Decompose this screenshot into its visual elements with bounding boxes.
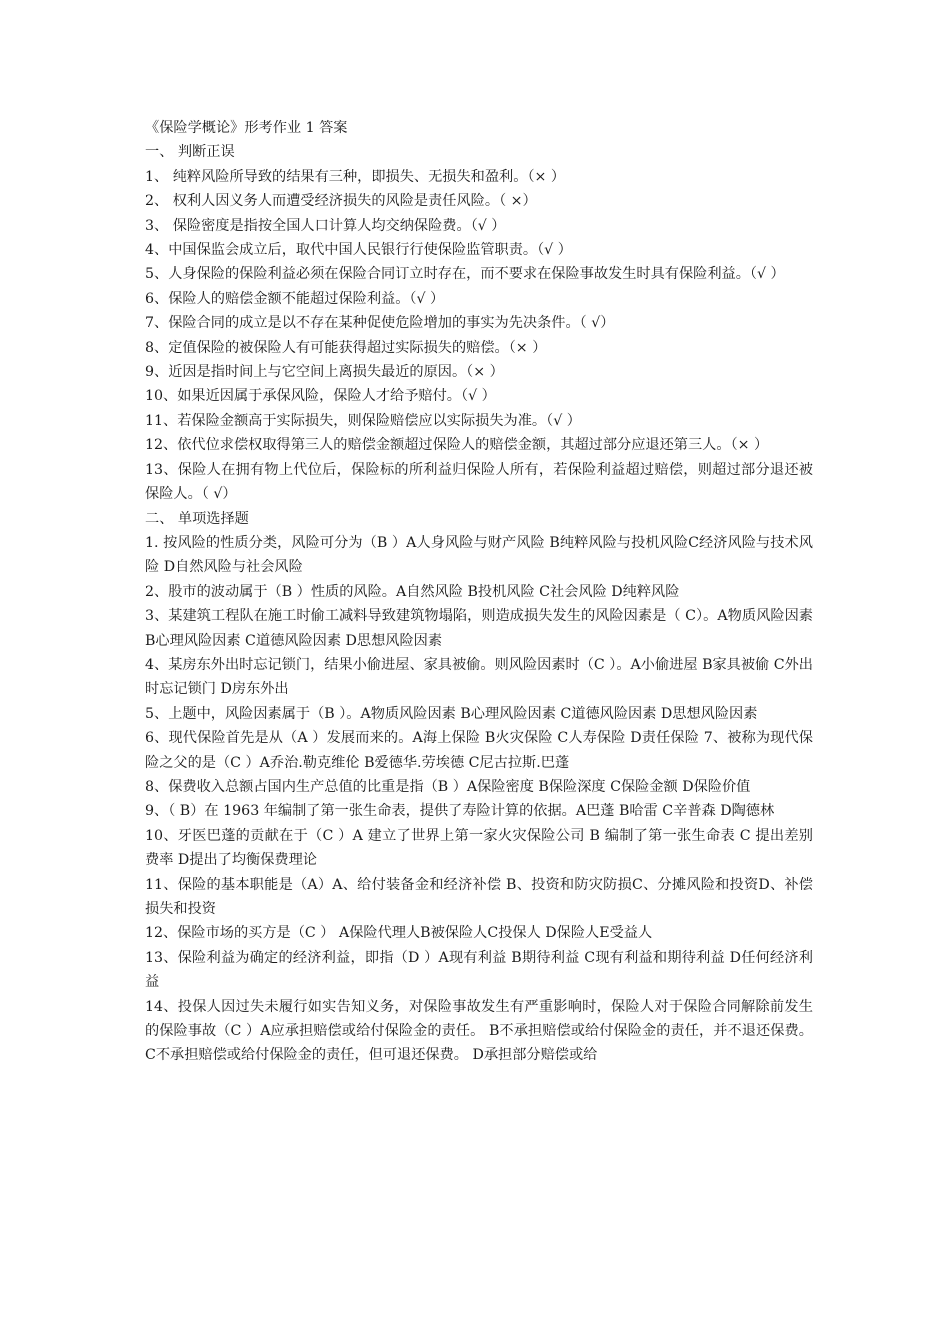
choice-item: 4、某房东外出时忘记锁门，结果小偷进屋、家具被偷。则风险因素时（C ）。A小偷进屋 B家具被偷 C外出时忘记锁门 D房东外出 (145, 656, 813, 698)
choice-item: 11、保险的基本职能是（A）A、给付装备金和经济补偿 B、投资和防灾防损C、分摊风险和投资D、补偿损失和投资 (145, 876, 813, 917)
choice-item: 12、保险市场的买方是（C ） A保险代理人B被保险人C投保人 D保险人E受益人 (145, 925, 653, 942)
true-false-item: 4、中国保监会成立后，取代中国人民银行行使保险监管职责。（√ ） (145, 242, 572, 259)
choice-item: 8、保费收入总额占国内生产总值的比重是指（B ）A保险密度 B保险深度 C保险金额 D保险价值 (145, 778, 751, 795)
document-title: 《保险学概论》形考作业 1 答案 (145, 120, 348, 136)
choice-item: 2、股市的波动属于（B ）性质的风险。A自然风险 B投机风险 C社会风险 D纯粹风险 (145, 583, 680, 600)
choice-item: 6、现代保险首先是从（A ）发展而来的。A海上保险 B火灾保险 C人寿保险 D责任保险 7、被称为现代保险之父的是（C ）A乔治.勒克维伦 B爱德华.劳埃德 C尼古拉斯.巴蓬 (145, 730, 813, 771)
choice-item: 1. 按风险的性质分类，风险可分为（B ）A人身风险与财产风险 B纯粹风险与投机风险C经济风险与技术风险 D自然风险与社会风险 (145, 534, 813, 576)
choice-item: 3、某建筑工程队在施工时偷工减料导致建筑物塌陷，则造成损失发生的风险因素是（ C）。A物质风险因素 B心理风险因素 C道德风险因素 D思想风险因素 (145, 608, 813, 649)
choice-item: 5、上题中，风险因素属于（B ）。A物质风险因素 B心理风险因素 C道德风险因素 D思想风险因素 (145, 705, 758, 722)
choice-item: 13、保险利益为确定的经济利益，即指（D ）A现有利益 B期待利益 C现有利益和期待利益 D任何经济利益 (145, 949, 813, 991)
true-false-item: 3、 保险密度是指按全国人口计算人均交纳保险费。（√ ） (145, 217, 506, 234)
choice-item: 9、（ B）在 1963 年编制了第一张生命表，提供了寿险计算的依据。A巴蓬 B哈雷 C辛普森 D陶德林 (145, 803, 775, 820)
true-false-item: 7、保险合同的成立是以不存在某种促使危险增加的事实为先决条件。（ √） (145, 315, 615, 332)
choice-item: 14、投保人因过失未履行如实告知义务，对保险事故发生有严重影响时，保险人对于保险合同解除前发生的保险事故（C ）A应承担赔偿或给付保险金的责任。 B不承担赔偿或给付保险金的责任，并不退还保费。 C不承担赔偿或给付保险金的责任，但可退还保费。 D承担部分赔偿或给 (145, 998, 813, 1064)
choice-item: 10、牙医巴蓬的贡献在于（C ）A 建立了世界上第一家火灾保险公司 B 编制了第一张生命表 C 提出差别费率 D提出了均衡保费理论 (145, 827, 813, 869)
true-false-item: 12、依代位求偿权取得第三人的赔偿金额超过保险人的赔偿金额，其超过部分应退还第三人。（× ） (145, 437, 769, 454)
section-heading-multiple-choice: 二、 单项选择题 (145, 510, 249, 527)
true-false-item: 6、保险人的赔偿金额不能超过保险利益。（√ ） (145, 290, 445, 307)
true-false-item: 1、 纯粹风险所导致的结果有三种，即损失、无损失和盈利。（× ） (145, 168, 566, 185)
true-false-item: 11、若保险金额高于实际损失，则保险赔偿应以实际损失为准。（√ ） (145, 412, 581, 429)
document-page (145, 116, 813, 1068)
section-heading-true-false: 一、 判断正误 (145, 144, 235, 161)
true-false-item: 13、保险人在拥有物上代位后，保险标的所利益归保险人所有，若保险利益超过赔偿，则超过部分退还被保险人。（ √） (145, 461, 813, 503)
true-false-item: 10、如果近因属于承保风险，保险人才给予赔付。（√ ） (145, 388, 496, 405)
true-false-item: 9、近因是指时间上与它空间上离损失最近的原因。（× ） (145, 364, 504, 381)
true-false-item: 2、 权利人因义务人而遭受经济损失的风险是责任风险。（ ×） (145, 193, 537, 210)
true-false-item: 8、定值保险的被保险人有可能获得超过实际损失的赔偿。（× ） (145, 339, 547, 356)
true-false-item: 5、人身保险的保险利益必须在保险合同订立时存在，而不要求在保险事故发生时具有保险利益。（√ ） (145, 266, 785, 283)
